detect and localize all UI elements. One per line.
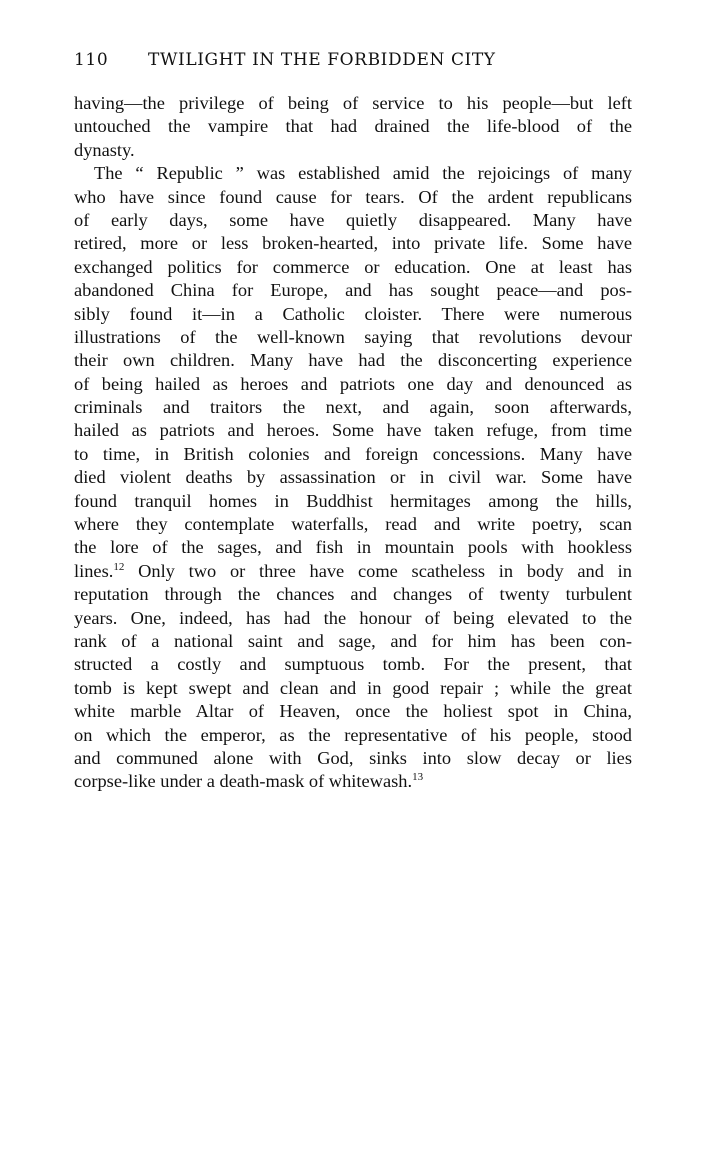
text-line: found tranquil homes in Buddhist hermitages among the hills, [74,490,632,511]
text-line: and communed alone with God, sinks into slow decay or lies [74,747,632,768]
text-line: their own children. Many have had the disconcerting experience [74,350,632,371]
text-line: on which the emperor, as the representative of his people, stood [74,724,632,745]
text-line: abandoned China for Europe, and has sought peace—and pos- [74,280,632,301]
text-line: tomb is kept swept and clean and in good repair ; while the great [74,677,632,698]
page-number: 110 [74,50,109,70]
footnote-ref-13[interactable]: 13 [412,771,424,784]
text-line: illustrations of the well-known saying that revolutions devour [74,326,632,347]
text-line-with-footnote [74,770,632,793]
text-line: sibly found it—in a Catholic cloister. There were numerous [74,303,632,324]
body-text [74,92,632,794]
line-remainder: Only two or three have come scatheless in body and in [138,560,632,581]
text-line: of being hailed as heroes and patriots one day and denounced as [74,373,632,394]
book-page [74,48,632,794]
text-line: retired, more or less broken-hearted, into private life. Some have [74,233,632,254]
text-line: reputation through the chances and changes of twenty turbulent [74,584,632,605]
line-text: corpse-like under a death-mask of whitewash. [74,771,413,792]
text-line: criminals and traitors the next, and again, soon afterwards, [74,397,632,418]
line-prefix: lines. [74,560,114,581]
text-line: of early days, some have quietly disappeared. Many have [74,209,632,230]
paragraph-start-line: The “ Republic ” was established amid the rejoicings of many [94,163,632,184]
text-line: the lore of the sages, and fish in mountain pools with hookless [74,537,632,558]
text-line: to time, in British colonies and foreign concessions. Many have [74,443,632,464]
text-line: died violent deaths by assassination or in civil war. Some have [74,467,632,488]
running-title: TWILIGHT IN THE FORBIDDEN CITY [148,50,496,70]
text-line: dynasty. [74,139,135,160]
text-line: years. One, indeed, has had the honour of being elevated to the [74,607,632,628]
footnote-ref-12[interactable]: 12 [113,560,125,573]
text-line: white marble Altar of Heaven, once the holiest spot in China, [74,701,632,722]
text-line: where they contemplate waterfalls, read and write poetry, scan [74,514,632,535]
text-line: having—the privilege of being of service to his people—but left [74,93,632,113]
text-line: hailed as patriots and heroes. Some have taken refuge, from time [74,420,632,441]
text-line: exchanged politics for commerce or education. One at least has [74,256,632,277]
text-line-with-footnote [74,560,632,583]
text-line: untouched the vampire that had drained the life-blood of the [74,116,632,137]
running-head [74,48,632,72]
text-line: structed a costly and sumptuous tomb. For the present, that [74,654,632,675]
text-line: who have since found cause for tears. Of the ardent republicans [74,186,632,207]
text-line: rank of a national saint and sage, and for him has been con- [74,630,632,651]
